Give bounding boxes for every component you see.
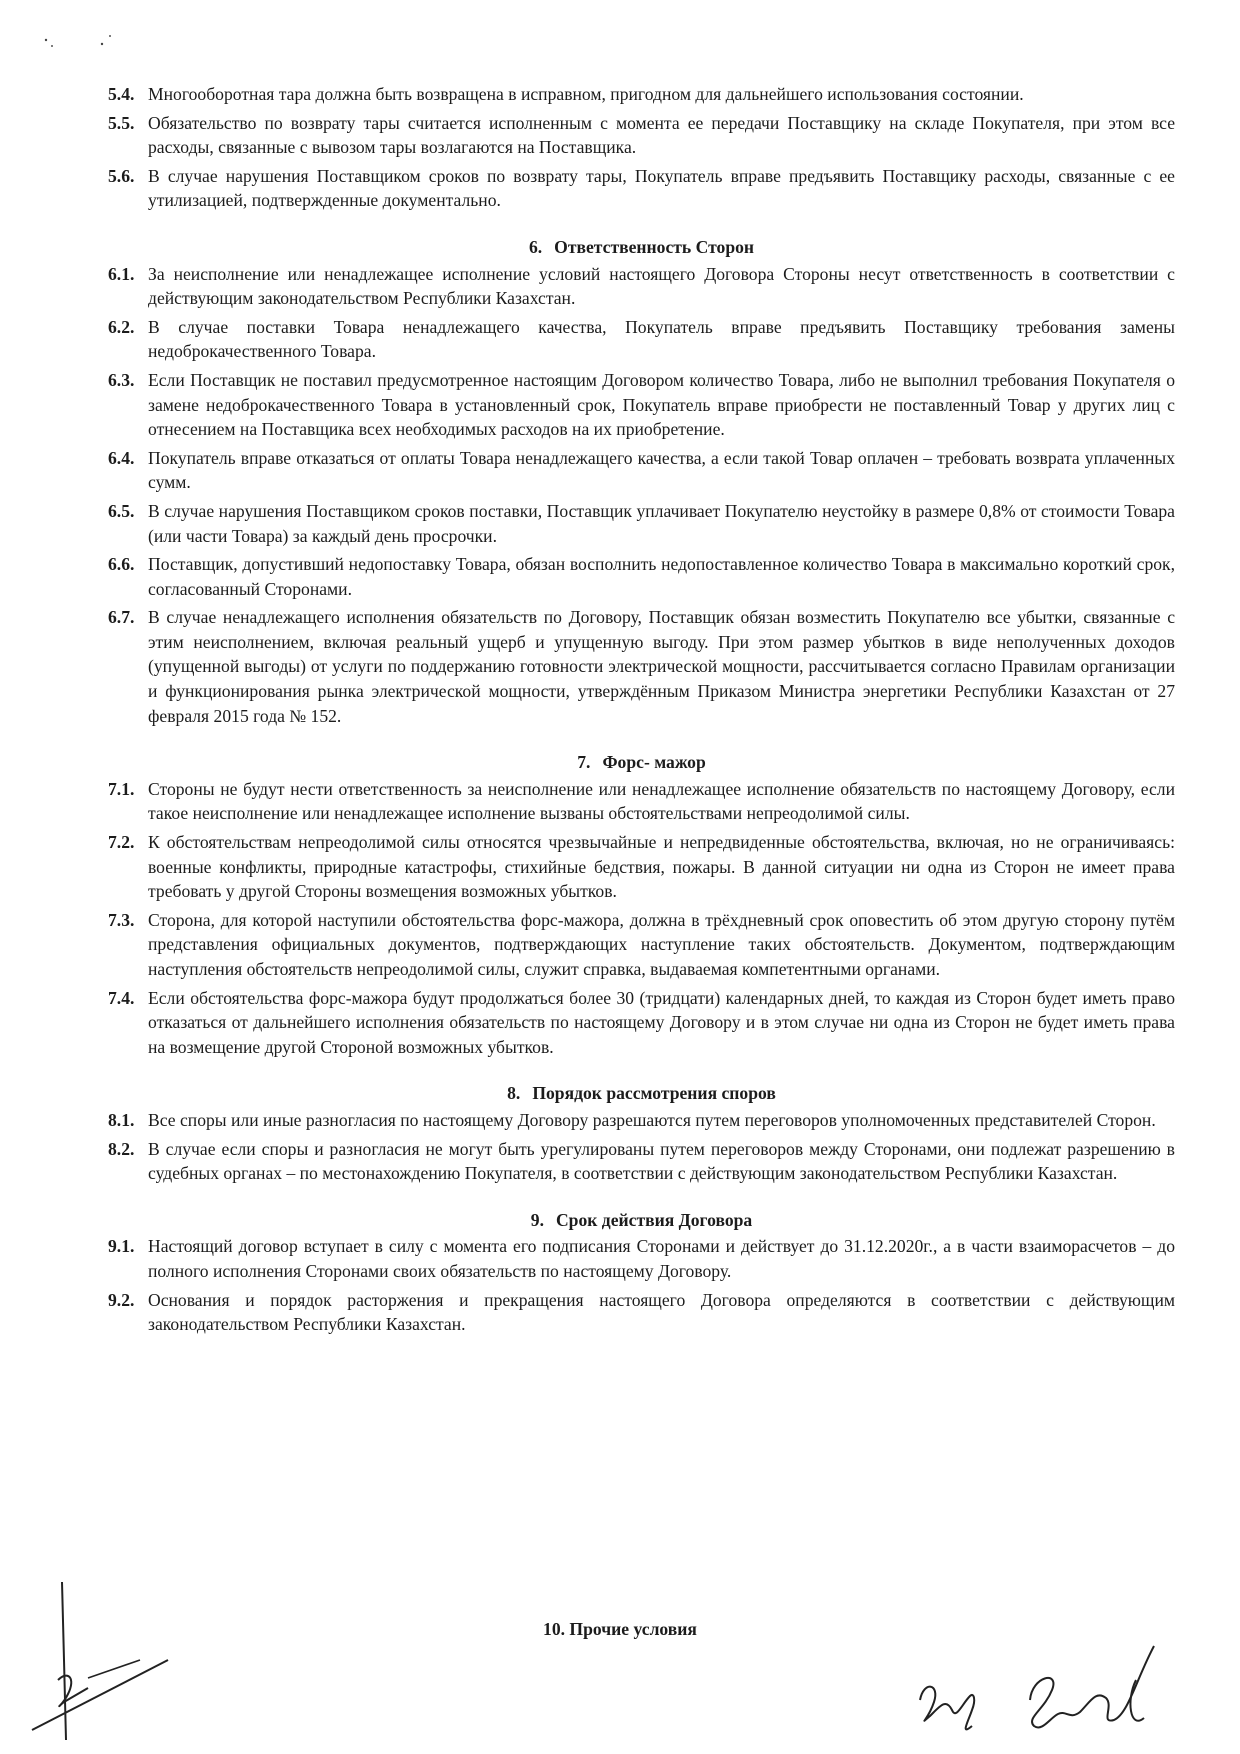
section-heading-7: [108, 750, 1175, 775]
section-heading-9: [108, 1208, 1175, 1233]
clause-7-1: [108, 777, 1175, 826]
clause-number: 7.1.: [108, 778, 135, 799]
clause-number: 6.4.: [108, 447, 135, 468]
clause-text: Покупатель вправе отказаться от оплаты Товара ненадлежащего качества, а если такой Товар оплачен – требовать возврата уплаченных сумм.: [148, 447, 1175, 493]
clause-text: В случае ненадлежащего исполнения обязательств по Договору, Поставщик обязан возместить Покупателю все убытки, связанные с этим неисполнением, включая реальный ущерб и упущенную выгоду. При этом размер убытков в виде неполученных доходов (упущенной выгоды) от услуги по поддержанию готовности электрической мощности, рассчитывается согласно Правилам организации и функционирования рынка электрической мощности, утверждённым Приказом Министра энергетики Республики Казахстан от 27 февраля 2015 года № 152.: [148, 607, 1175, 726]
scan-specks: [40, 18, 140, 58]
clause-number: 9.2.: [108, 1289, 135, 1310]
document-body: [108, 82, 1175, 1341]
clause-text: Многооборотная тара должна быть возвращена в исправном, пригодном для дальнейшего использования состоянии.: [148, 84, 1024, 104]
section-title: Срок действия Договора: [555, 1209, 753, 1230]
clause-5-5: [108, 111, 1175, 160]
section-number: 9.: [530, 1209, 544, 1230]
clause-9-1: [108, 1234, 1175, 1283]
clause-text: Если обстоятельства форс-мажора будут продолжаться более 30 (тридцати) календарных дней, то каждая из Сторон будет иметь право отказаться от дальнейшего исполнения обязательств по настоящему Договору и в этом случае ни одна из Сторон не будет иметь права на возмещение другой Стороной возможных убытков.: [148, 987, 1175, 1057]
clause-text: Настоящий договор вступает в силу с момента его подписания Сторонами и действует до 31.12.2020г., а в части взаиморасчетов – до полного исполнения Сторонами своих обязательств по настоящему Договору.: [148, 1236, 1175, 1281]
clause-7-2: [108, 830, 1175, 904]
clause-number: 9.1.: [108, 1236, 135, 1257]
clause-text: Стороны не будут нести ответственность за неисполнение или ненадлежащее исполнение обязательств по настоящему Договору, если такое неисполнение или ненадлежащее исполнение вызваны обстоятельствами непреодолимой силы.: [148, 778, 1175, 824]
clause-text: Основания и порядок расторжения и прекращения настоящего Договора определяются в соответствии с действующим законодательством Республики Казахстан.: [148, 1289, 1175, 1335]
clause-6-3: [108, 368, 1175, 442]
section-title: Ответственность Сторон: [554, 236, 755, 257]
clause-number: 8.2.: [108, 1138, 135, 1159]
clause-number: 6.2.: [108, 316, 135, 337]
section-heading-10: 10. Прочие условия: [543, 1619, 697, 1639]
clause-6-4: [108, 446, 1175, 495]
clause-number: 5.5.: [108, 112, 135, 133]
section-title: Форс- мажор: [602, 752, 706, 773]
clause-text: Обязательство по возврату тары считается исполненным с момента ее передачи Поставщику на складе Покупателя, при этом все расходы, связанные с вывозом тары возлагаются на Поставщика.: [148, 112, 1175, 158]
clause-6-1: [108, 262, 1175, 311]
clause-text: В случае если споры и разногласия не могут быть урегулированы путем переговоров между Сторонами, они подлежат разрешению в судебных органах – по местонахождению Покупателя, в соответствии с действующим законодательством Республики Казахстан.: [148, 1138, 1175, 1184]
section-heading-6: [108, 235, 1175, 260]
clause-text: В случае нарушения Поставщиком сроков поставки, Поставщик уплачивает Покупателю неустойку в размере 0,8% от стоимости Товара (или части Товара) за каждый день просрочки.: [148, 500, 1175, 546]
section-heading-8: [108, 1081, 1175, 1106]
bottom-right-signatures: [900, 1640, 1180, 1750]
clause-9-2: [108, 1288, 1175, 1337]
clause-number: 7.3.: [108, 909, 135, 930]
clause-text: В случае нарушения Поставщиком сроков по возврату тары, Покупатель вправе предъявить Поставщику расходы, связанные с ее утилизацией, подтвержденные документально.: [148, 165, 1175, 211]
section-number: 7.: [577, 752, 591, 773]
clause-number: 6.7.: [108, 607, 135, 628]
clause-text: За неисполнение или ненадлежащее исполнение условий настоящего Договора Стороны несут ответственность в соответствии с действующим законодательством Республики Казахстан.: [148, 263, 1175, 309]
clause-7-3: [108, 908, 1175, 982]
clause-5-6: [108, 164, 1175, 213]
clause-number: 6.1.: [108, 263, 135, 284]
clause-number: 7.4.: [108, 987, 135, 1008]
left-margin-signature: [28, 1560, 178, 1754]
clause-number: 8.1.: [108, 1109, 135, 1130]
clause-8-1: [108, 1108, 1175, 1133]
clause-6-6: [108, 552, 1175, 601]
clause-8-2: [108, 1137, 1175, 1186]
clause-6-5: [108, 499, 1175, 548]
clause-6-7: [108, 605, 1175, 728]
clause-text: Все споры или иные разногласия по настоящему Договору разрешаются путем переговоров уполномоченных представителей Сторон.: [148, 1109, 1156, 1130]
clause-text: Если Поставщик не поставил предусмотренное настоящим Договором количество Товара, либо не выполнил требования Покупателя о замене недоброкачественного Товара в установленный срок, Покупатель вправе приобрести не поставленный Товар у других лиц с отнесением на Поставщика всех необходимых расходов на их приобретение.: [148, 369, 1175, 440]
clause-5-4: [108, 82, 1175, 107]
clause-text: К обстоятельствам непреодолимой силы относятся чрезвычайные и непредвиденные обстоятельства, включая, но не ограничиваясь: военные конфликты, природные катастрофы, стихийные бедствия, пожары. В данной ситуации ни одна из Сторон не имеет права требовать у другой Стороны возмещения возможных убытков.: [148, 832, 1175, 902]
clause-number: 6.5.: [108, 500, 135, 521]
clause-text: Поставщик, допустивший недопоставку Товара, обязан восполнить недопоставленное количество Товара в максимально короткий срок, согласованный Сторонами.: [148, 554, 1175, 599]
clause-text: В случае поставки Товара ненадлежащего качества, Покупатель вправе предъявить Поставщику требования замены недоброкачественного Товара.: [148, 316, 1175, 362]
clause-number: 6.6.: [108, 554, 135, 575]
clause-number: 5.6.: [108, 165, 135, 186]
clause-number: 6.3.: [108, 369, 135, 390]
clause-number: 5.4.: [108, 84, 135, 104]
clause-text: Сторона, для которой наступили обстоятельства форс-мажора, должна в трёхдневный срок оповестить об этом другую сторону путём представления официальных документов, подтверждающих наступление таких обстоятельств. Документом, подтверждающим наступления обстоятельств непреодолимой силы, служит справка, выдаваемая компетентными органами.: [148, 909, 1175, 979]
clause-number: 7.2.: [108, 832, 135, 853]
clause-7-4: [108, 986, 1175, 1060]
section-number: 6.: [528, 236, 543, 257]
section-number: 8.: [507, 1083, 521, 1104]
clause-6-2: [108, 315, 1175, 364]
section-title: Порядок рассмотрения споров: [532, 1083, 776, 1104]
